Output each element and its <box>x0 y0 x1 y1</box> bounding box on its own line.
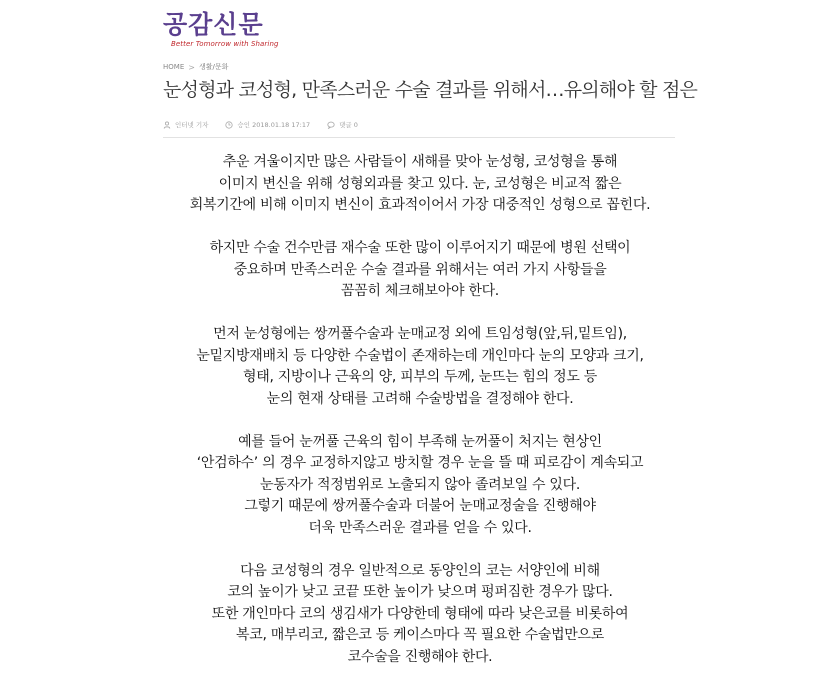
article-paragraph <box>100 432 740 540</box>
article-paragraph <box>100 238 740 303</box>
article-line: 추운 겨울이지만 많은 사람들이 새해를 맞아 눈성형, 코성형을 통해 <box>222 154 618 170</box>
meta-date <box>225 120 310 129</box>
article-line: 하지만 수술 건수만큼 재수술 또한 많이 이루어지기 때문에 병원 선택이 <box>209 240 631 256</box>
person-icon <box>163 121 171 129</box>
article-line: 회복기간에 비해 이미지 변신이 효과적이어서 가장 대중적인 성형으로 꼽힌다. <box>189 197 651 213</box>
article-line: 복코, 매부리코, 짧은코 등 케이스마다 꼭 필요한 수술법만으로 <box>236 627 604 643</box>
article-body <box>100 152 740 690</box>
article-line: 눈밑지방재배치 등 다양한 수술법이 존재하는데 개인마다 눈의 모양과 크기, <box>196 347 644 364</box>
article-line: 코의 높이가 낮고 코끝 또한 높이가 낮으며 펑퍼짐한 경우가 많다. <box>227 584 613 600</box>
meta-author <box>163 120 208 129</box>
article-line: 눈동자가 적정범위로 노출되지 않아 졸려보일 수 있다. <box>260 476 580 493</box>
meta-comments[interactable] <box>327 120 358 129</box>
article-line: 형태, 지방이나 근육의 양, 피부의 두께, 눈뜨는 힘의 정도 등 <box>243 369 597 385</box>
header-divider <box>163 137 675 138</box>
breadcrumb <box>163 62 228 72</box>
article-headline: 눈성형과 코성형, 만족스러운 수술 결과를 위해서…유의해야 할 점은 <box>163 79 698 101</box>
article-paragraph <box>100 324 740 410</box>
logo-tagline: Better Tomorrow with Sharing <box>171 40 279 48</box>
article-line: 중요하며 만족스러운 수술 결과를 위해서는 여러 가지 사항들을 <box>233 261 607 278</box>
article-line: 그렇기 때문에 쌍꺼풀수술과 더불어 눈매교정술을 진행해야 <box>244 498 596 514</box>
article-line: 눈의 현재 상태를 고려해 수술방법을 결정해야 한다. <box>266 390 574 407</box>
speech-bubble-icon <box>327 121 335 129</box>
article-line: 꼼꼼히 체크해보아야 한다. <box>341 283 499 299</box>
site-logo[interactable] <box>163 10 283 56</box>
article-line: 코수술을 진행해야 한다. <box>347 648 493 665</box>
article-line: 이미지 변신을 위해 성형외과를 찾고 있다. 눈, 코성형은 비교적 짧은 <box>218 175 622 192</box>
logo-text: 공감신문 <box>163 10 264 39</box>
meta-author-text: 인터넷 기자 <box>175 121 209 129</box>
clock-icon <box>225 121 233 129</box>
meta-date-text: 승인 2018.01.18 17:17 <box>237 121 311 129</box>
article-line: 예를 들어 눈꺼풀 근육의 힘이 부족해 눈꺼풀이 처지는 현상인 <box>238 433 602 450</box>
article-meta <box>163 120 375 129</box>
article-paragraph <box>100 561 740 669</box>
article-line: 먼저 눈성형에는 쌍꺼풀수술과 눈매교정 외에 트임성형(앞,뒤,밑트임), <box>213 326 627 342</box>
meta-comments-text: 댓글 0 <box>339 121 358 129</box>
breadcrumb-section[interactable]: 생활/문화 <box>198 63 229 71</box>
breadcrumb-home[interactable]: HOME <box>163 63 185 71</box>
article-line: ‘안검하수’ 의 경우 교정하지않고 방치할 경우 눈을 뜰 때 피로감이 계속되고 <box>196 455 644 471</box>
breadcrumb-chevron-icon: > <box>188 62 195 72</box>
article-line: 더욱 만족스러운 결과를 얻을 수 있다. <box>308 519 532 536</box>
article-paragraph <box>100 152 740 217</box>
article-line: 또한 개인마다 코의 생김새가 다양한데 형태에 따라 낮은코를 비롯하여 <box>211 605 629 622</box>
article-line: 다음 코성형의 경우 일반적으로 동양인의 코는 서양인에 비해 <box>240 562 600 579</box>
